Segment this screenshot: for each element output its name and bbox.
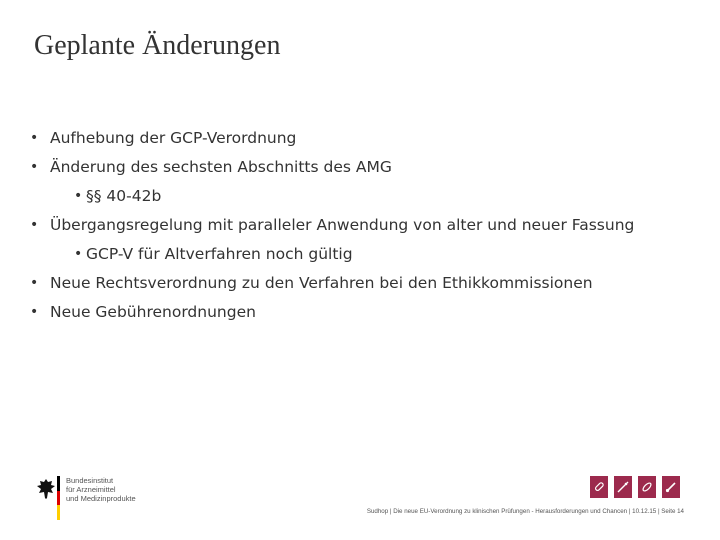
bullet-text: GCP-V für Altverfahren noch gültig	[86, 245, 353, 263]
federal-eagle-icon	[36, 478, 56, 500]
sub-bullet-item	[30, 240, 710, 269]
bullet-marker: •	[30, 217, 39, 233]
bullet-text: §§ 40-42b	[86, 187, 162, 205]
decorative-icon-row	[590, 476, 680, 498]
bullet-list	[30, 124, 710, 327]
flag-red	[57, 491, 60, 506]
bullet-text: Übergangsregelung mit paralleler Anwendung von alter und neuer Fassung	[50, 216, 635, 234]
capsule-icon	[638, 476, 656, 498]
bullet-marker: •	[30, 130, 39, 146]
bullet-item	[30, 269, 710, 298]
flag-black	[57, 476, 60, 491]
bullet-text: Neue Rechtsverordnung zu den Verfahren bei den Ethikkommissionen	[50, 274, 593, 292]
slide-title: Geplante Änderungen	[34, 30, 281, 61]
bullet-text: Änderung des sechsten Abschnitts des AMG	[50, 158, 392, 176]
bullet-marker: •	[74, 246, 83, 262]
bullet-marker: •	[30, 275, 39, 291]
bullet-text: Neue Gebührenordnungen	[50, 303, 256, 321]
logo-line: Bundesinstitut	[66, 476, 114, 485]
bullet-item	[30, 211, 710, 240]
logo-line: für Arzneimittel	[66, 485, 116, 494]
bullet-marker: •	[30, 304, 39, 320]
bullet-item	[30, 298, 710, 327]
logo-text	[66, 476, 136, 503]
bfarm-logo	[36, 474, 146, 522]
bullet-item	[30, 153, 710, 182]
bullet-text: Aufhebung der GCP-Verordnung	[50, 129, 297, 147]
sub-bullet-item	[30, 182, 710, 211]
german-flag-stripe	[57, 476, 60, 520]
footer-text: Sudhop | Die neue EU-Verordnung zu klinischen Prüfungen - Herausforderungen und Chancen | 10.12.15 | Seite 14	[366, 508, 684, 515]
thermometer-icon	[662, 476, 680, 498]
bullet-marker: •	[74, 188, 83, 204]
logo-line: und Medizinprodukte	[66, 494, 136, 503]
bullet-marker: •	[30, 159, 39, 175]
syringe-icon	[614, 476, 632, 498]
bullet-item	[30, 124, 710, 153]
flag-gold	[57, 505, 60, 520]
pill-icon	[590, 476, 608, 498]
